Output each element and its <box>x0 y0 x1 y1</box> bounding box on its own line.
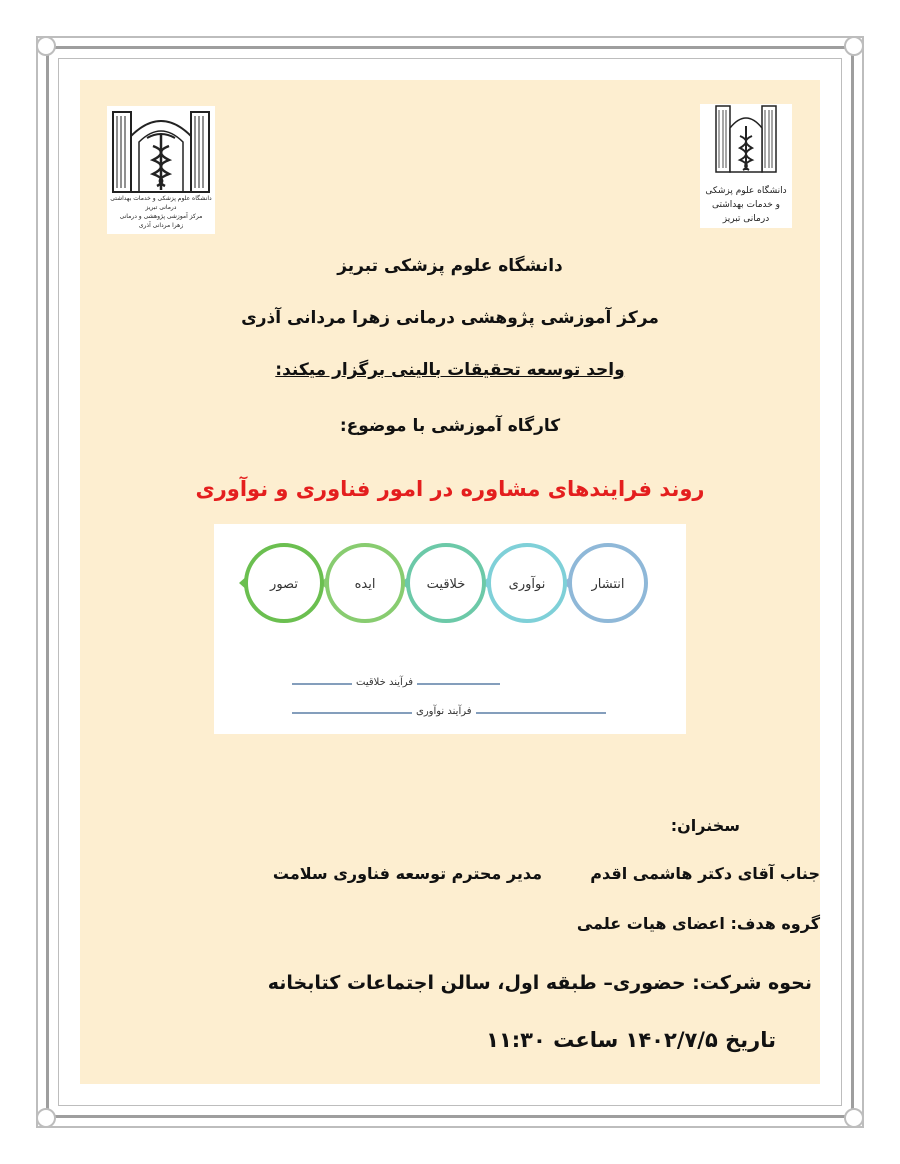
workshop-topic: روند فرایندهای مشاوره در امور فناوری و نوآوری <box>195 477 705 501</box>
speaker-name: جناب آقای دکتر هاشمی اقدم <box>590 864 820 883</box>
legend-innovation: فرآیند نوآوری <box>412 706 476 717</box>
speakers-label: سخنران: <box>670 816 740 835</box>
speaker-title: مدیر محترم توسعه فناوری سلامت <box>272 864 542 883</box>
corner-ornament <box>844 36 864 56</box>
attendance-info: نحوه شرکت: حضوری– طبقه اول، سالن اجتماعات کتابخانه <box>267 972 812 994</box>
date-time: تاریخ ۱۴۰۲/۷/۵ ساعت ۱۱:۳۰ <box>486 1028 776 1052</box>
logo-text-line: مرکز آموزشی پژوهشی و درمانی <box>119 213 203 220</box>
corner-ornament <box>36 1108 56 1128</box>
target-group: گروه هدف: اعضای هیات علمی <box>576 914 820 933</box>
university-emblem-icon <box>700 104 792 184</box>
university-title: دانشگاه علوم پزشکی تبریز <box>337 256 563 276</box>
logo-text-line: زهرا مردانی آذری <box>138 222 184 229</box>
hospital-logo <box>107 106 215 234</box>
legend-creativity: فرآیند خلاقیت <box>352 677 417 688</box>
process-step-label: ایده <box>354 577 376 592</box>
process-step-label: انتشار <box>591 577 625 592</box>
legend-lines <box>214 524 686 734</box>
logo-text-line: دانشگاه علوم پزشکی و خدمات بهداشتی درمانی تبریز <box>110 195 212 211</box>
center-title: مرکز آموزشی پژوهشی درمانی زهرا مردانی آذری <box>241 308 659 328</box>
process-step-label: خلاقیت <box>426 577 466 592</box>
logo-text-line: دانشگاه علوم پزشکی <box>705 186 787 196</box>
logo-text-line: و خدمات بهداشتی درمانی تبریز <box>711 200 781 224</box>
workshop-intro: کارگاه آموزشی با موضوع: <box>339 416 561 436</box>
corner-ornament <box>844 1108 864 1128</box>
organizer-line: واحد توسعه تحقیقات بالینی برگزار میکند: <box>275 360 625 380</box>
innovation-process-diagram <box>214 524 686 734</box>
process-step-label: نوآوری <box>508 577 546 592</box>
process-step-label: تصور <box>270 577 298 592</box>
university-logo <box>700 104 792 228</box>
corner-ornament <box>36 36 56 56</box>
